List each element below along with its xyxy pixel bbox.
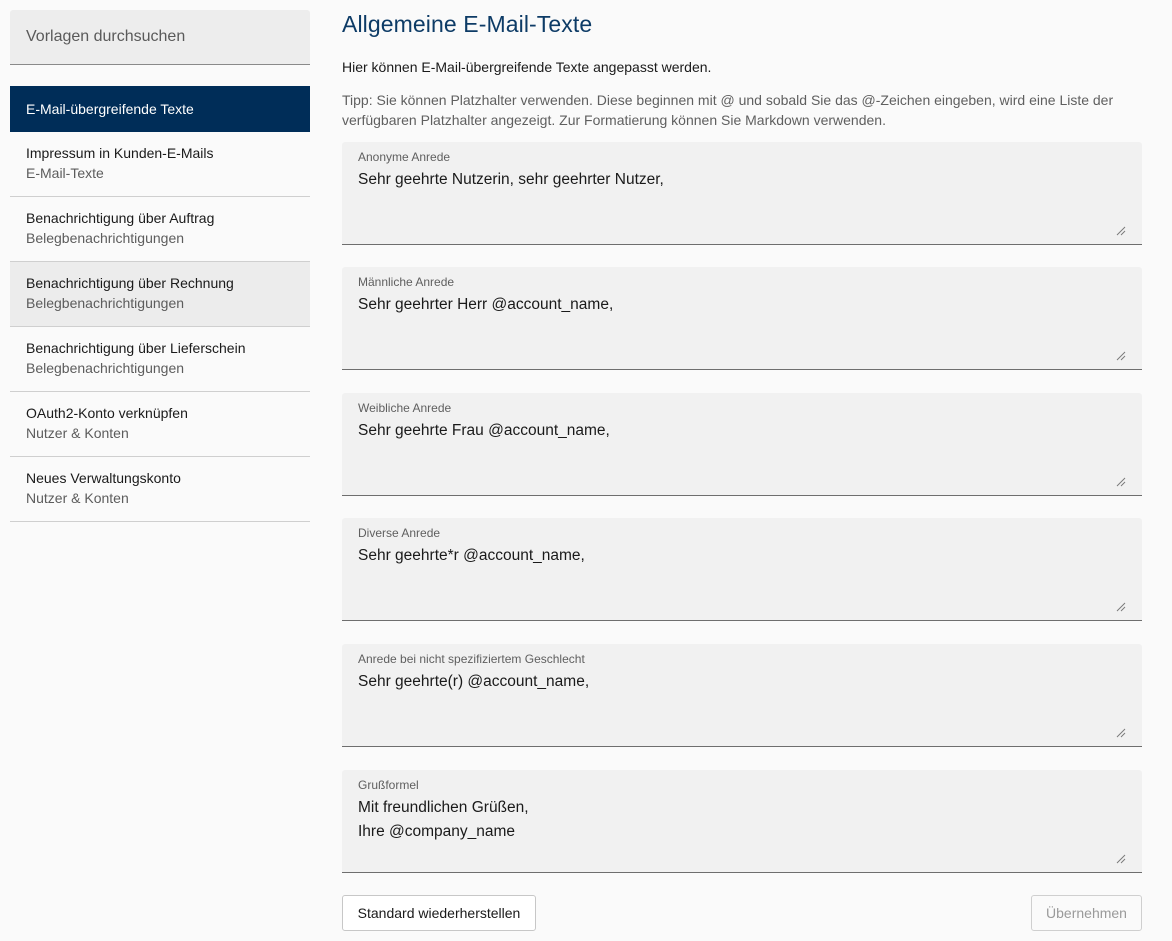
resize-handle-icon[interactable] [1116, 728, 1126, 738]
field-value[interactable]: Sehr geehrter Herr @account_name, [358, 296, 614, 313]
sidebar-item-title: Impressum in Kunden-E-Mails [26, 145, 214, 161]
search-placeholder: Vorlagen durchsuchen [26, 28, 186, 45]
sidebar-item-category: Belegbenachrichtigungen [26, 360, 185, 376]
page-intro: Hier können E-Mail-übergreifende Texte angepasst werden. [342, 59, 712, 75]
resize-handle-icon[interactable] [1116, 854, 1126, 864]
field-label: Weibliche Anrede [358, 401, 452, 415]
page-title: Allgemeine E-Mail-Texte [342, 11, 593, 37]
resize-handle-icon[interactable] [1116, 226, 1126, 236]
female-salutation-field[interactable] [342, 393, 1142, 496]
resize-handle-icon[interactable] [1116, 602, 1126, 612]
template-sidebar [10, 10, 310, 522]
field-value[interactable]: Sehr geehrte Frau @account_name, [358, 422, 610, 439]
field-value[interactable]: Sehr geehrte Nutzerin, sehr geehrter Nutzer, [358, 171, 664, 188]
sidebar-item-title: Benachrichtigung über Rechnung [26, 275, 234, 291]
template-list [10, 86, 310, 522]
sidebar-item-auftrag[interactable] [10, 197, 310, 262]
field-label: Anonyme Anrede [358, 150, 451, 164]
diverse-salutation-field[interactable] [342, 518, 1142, 621]
sidebar-item-title: Neues Verwaltungskonto [26, 470, 181, 486]
field-label: Diverse Anrede [358, 526, 441, 540]
sidebar-item-rechnung[interactable] [10, 262, 310, 327]
sidebar-item-oauth2[interactable] [10, 392, 310, 457]
resize-handle-icon[interactable] [1116, 477, 1126, 487]
sidebar-item-title: E-Mail-übergreifende Texte [26, 101, 194, 117]
restore-default-button[interactable]: Standard wiederherstellen [342, 895, 536, 931]
sidebar-item-title: Benachrichtigung über Auftrag [26, 210, 215, 226]
sidebar-item-category: Nutzer & Konten [26, 490, 129, 506]
field-value[interactable]: Sehr geehrte(r) @account_name, [358, 673, 590, 690]
male-salutation-field[interactable] [342, 267, 1142, 370]
sidebar-item-title: OAuth2-Konto verknüpfen [26, 405, 188, 421]
sidebar-item-email-uebergreifende-texte[interactable] [10, 86, 310, 132]
sidebar-item-lieferschein[interactable] [10, 327, 310, 392]
sidebar-item-category: Belegbenachrichtigungen [26, 230, 185, 246]
field-value[interactable]: Sehr geehrte*r @account_name, [358, 547, 585, 564]
field-label: Anrede bei nicht spezifiziertem Geschlecht [358, 652, 585, 666]
field-label: Männliche Anrede [358, 275, 455, 289]
field-value[interactable]: Mit freundlichen Grüßen, Ihre @company_name [358, 799, 529, 840]
unspecified-salutation-field[interactable] [342, 644, 1142, 747]
sidebar-item-impressum[interactable] [10, 132, 310, 197]
closing-formula-field[interactable] [342, 770, 1142, 873]
sidebar-item-title: Benachrichtigung über Lieferschein [26, 340, 246, 356]
resize-handle-icon[interactable] [1116, 351, 1126, 361]
field-label: Grußformel [358, 778, 419, 792]
sidebar-item-category: E-Mail-Texte [26, 165, 104, 181]
sidebar-item-category: Nutzer & Konten [26, 425, 129, 441]
anonymous-salutation-field[interactable] [342, 142, 1142, 245]
template-search-input[interactable] [10, 10, 310, 65]
sidebar-item-category: Belegbenachrichtigungen [26, 295, 185, 311]
placeholder-tip: Tipp: Sie können Platzhalter verwenden. Diese beginnen mit @ und sobald Sie das @-Zeichen eingeben, wird eine Liste der verfügbaren Platzhalter angezeigt. Zur Formatierung können Sie Markdown verwenden. [342, 92, 1114, 128]
sidebar-item-verwaltungskonto[interactable] [10, 457, 310, 522]
apply-button[interactable]: Übernehmen [1031, 895, 1142, 931]
